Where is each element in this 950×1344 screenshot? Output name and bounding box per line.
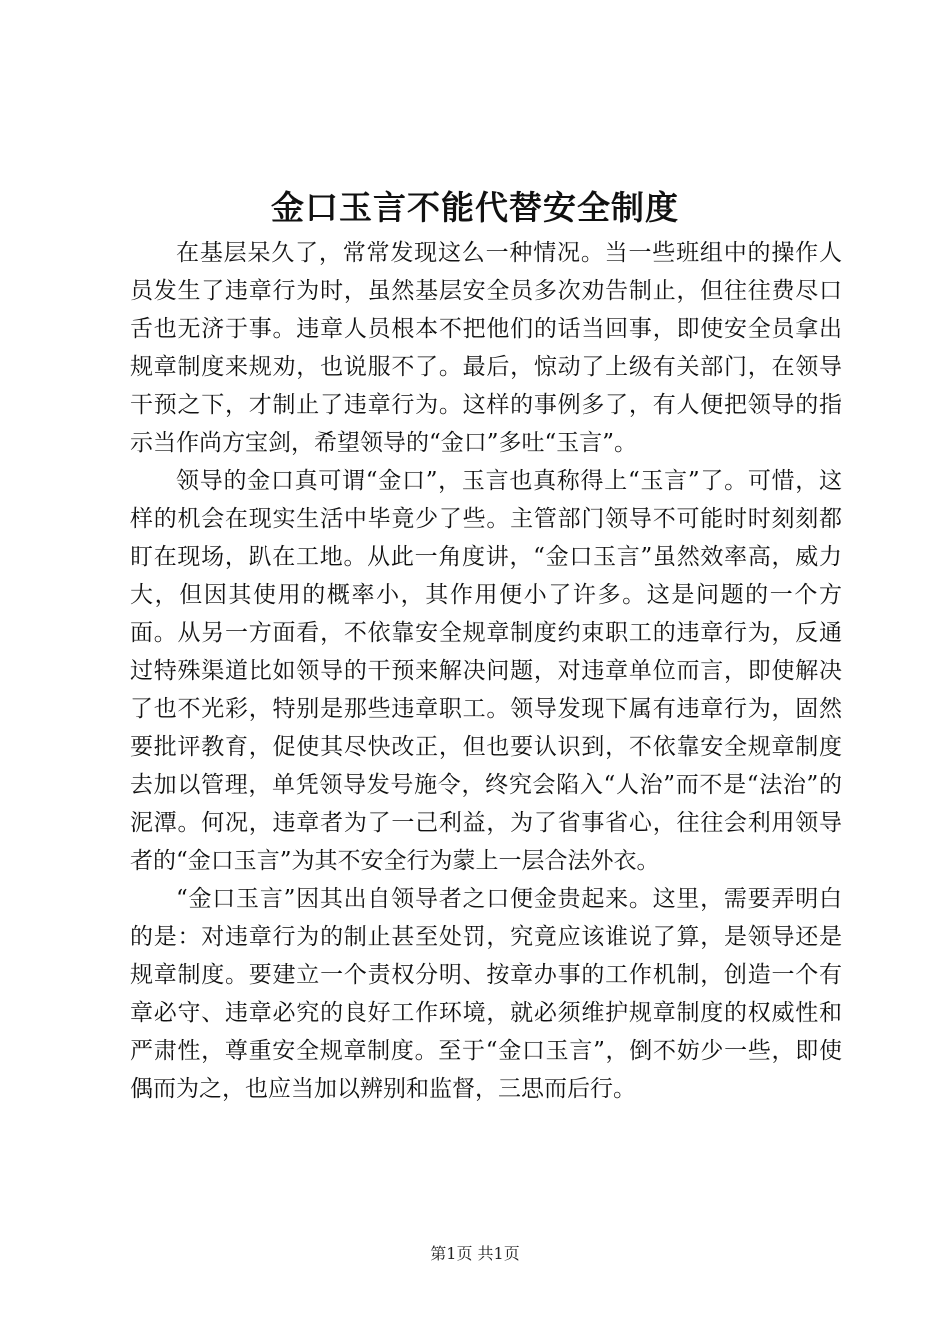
document-title: 金口玉言不能代替安全制度 <box>271 188 679 227</box>
document-body <box>130 234 842 1108</box>
paragraph-3: “金口玉言”因其出自领导者之口便金贵起来。这里，需要弄明白的是：对违章行为的制止甚至处罚，究竟应该谁说了算，是领导还是规章制度。要建立一个责权分明、按章办事的工作机制，创造一个有章必守、违章必究的良好工作环境，就必须维护规章制度的权威性和严肃性，尊重安全规章制度。至于“金口玉言”，倒不妨少一些，即使偶而为之，也应当加以辨别和监督，三思而后行。 <box>130 886 842 1102</box>
paragraph-2: 领导的金口真可谓“金口”，玉言也真称得上“玉言”了。可惜，这样的机会在现实生活中毕竟少了些。主管部门领导不可能时时刻刻都盯在现场，趴在工地。从此一角度讲，“金口玉言”虽然效率高，威力大，但因其使用的概率小，其作用便小了许多。这是问题的一个方面。从另一方面看，不依靠安全规章制度约束职工的违章行为，反通过特殊渠道比如领导的干预来解决问题，对违章单位而言，即使解决了也不光彩，特别是那些违章职工。领导发现下属有违章行为，固然要批评教育，促使其尽快改正，但也要认识到，不依靠安全规章制度去加以管理，单凭领导发号施令，终究会陷入“人治”而不是“法治”的泥潭。何况，违章者为了一己利益，为了省事省心，往往会利用领导者的“金口玉言”为其不安全行为蒙上一层合法外衣。 <box>130 468 842 874</box>
paragraph-1: 在基层呆久了，常常发现这么一种情况。当一些班组中的操作人员发生了违章行为时，虽然基层安全员多次劝告制止，但往往费尽口舌也无济于事。违章人员根本不把他们的话当回事，即使安全员拿出规章制度来规劝，也说服不了。最后，惊动了上级有关部门，在领导干预之下，才制止了违章行为。这样的事例多了，有人便把领导的指示当作尚方宝剑，希望领导的“金口”多吐“玉言”。 <box>130 240 842 456</box>
page-footer: 第1页 共1页 <box>430 1244 520 1263</box>
